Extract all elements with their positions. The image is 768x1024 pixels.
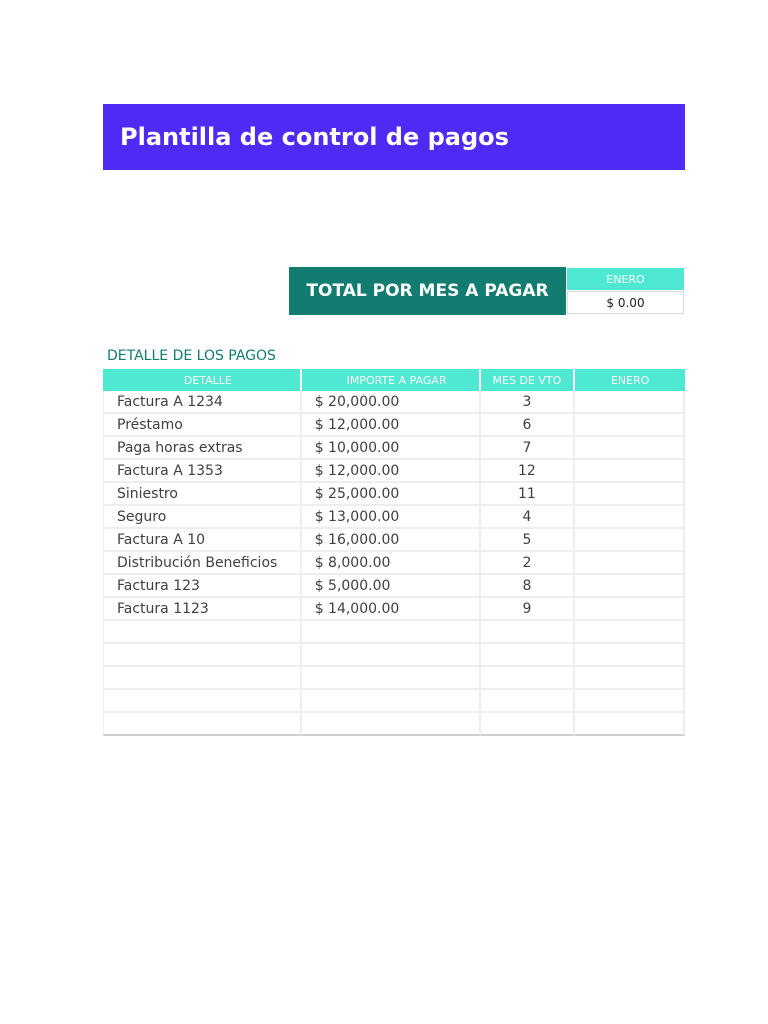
- cell-enero[interactable]: [575, 391, 685, 414]
- cell-enero[interactable]: [575, 690, 685, 713]
- cell-detalle[interactable]: [103, 713, 302, 736]
- payments-table: [103, 369, 685, 736]
- cell-enero[interactable]: [575, 621, 685, 644]
- cell-mes[interactable]: 4: [481, 506, 576, 529]
- cell-enero[interactable]: [575, 483, 685, 506]
- cell-detalle[interactable]: [103, 667, 302, 690]
- cell-importe[interactable]: $ 5,000.00: [302, 575, 481, 598]
- cell-mes[interactable]: [481, 667, 576, 690]
- total-label: TOTAL POR MES A PAGAR: [289, 267, 566, 315]
- cell-detalle[interactable]: [103, 690, 302, 713]
- cell-mes[interactable]: 12: [481, 460, 576, 483]
- table-row: [103, 414, 685, 437]
- cell-enero[interactable]: [575, 552, 685, 575]
- cell-mes[interactable]: 11: [481, 483, 576, 506]
- table-row: [103, 598, 685, 621]
- cell-importe[interactable]: [302, 644, 481, 667]
- total-month-header: ENERO: [567, 268, 684, 290]
- table-row: [103, 460, 685, 483]
- cell-enero[interactable]: [575, 598, 685, 621]
- cell-detalle[interactable]: Préstamo: [103, 414, 302, 437]
- cell-enero[interactable]: [575, 506, 685, 529]
- cell-enero[interactable]: [575, 575, 685, 598]
- cell-mes[interactable]: 5: [481, 529, 576, 552]
- cell-mes[interactable]: [481, 644, 576, 667]
- cell-detalle[interactable]: Distribución Beneficios: [103, 552, 302, 575]
- header-detalle: DETALLE: [103, 369, 302, 391]
- cell-mes[interactable]: 8: [481, 575, 576, 598]
- table-row: [103, 506, 685, 529]
- cell-detalle[interactable]: Factura A 1234: [103, 391, 302, 414]
- cell-detalle[interactable]: Seguro: [103, 506, 302, 529]
- cell-importe[interactable]: [302, 621, 481, 644]
- table-row: [103, 690, 685, 713]
- cell-enero[interactable]: [575, 460, 685, 483]
- cell-mes[interactable]: [481, 713, 576, 736]
- cell-mes[interactable]: 3: [481, 391, 576, 414]
- cell-detalle[interactable]: Siniestro: [103, 483, 302, 506]
- cell-importe[interactable]: [302, 713, 481, 736]
- cell-mes[interactable]: 2: [481, 552, 576, 575]
- total-month-value[interactable]: $ 0.00: [567, 291, 684, 314]
- table-row: [103, 667, 685, 690]
- cell-importe[interactable]: [302, 690, 481, 713]
- cell-detalle[interactable]: Factura 1123: [103, 598, 302, 621]
- table-row: [103, 552, 685, 575]
- header-enero: ENERO: [575, 369, 685, 391]
- cell-importe[interactable]: $ 12,000.00: [302, 414, 481, 437]
- cell-importe[interactable]: $ 14,000.00: [302, 598, 481, 621]
- cell-detalle[interactable]: Factura 123: [103, 575, 302, 598]
- cell-enero[interactable]: [575, 414, 685, 437]
- cell-mes[interactable]: [481, 621, 576, 644]
- cell-importe[interactable]: $ 25,000.00: [302, 483, 481, 506]
- page-title: Plantilla de control de pagos: [103, 104, 685, 170]
- header-importe: IMPORTE A PAGAR: [302, 369, 481, 391]
- cell-mes[interactable]: 9: [481, 598, 576, 621]
- cell-mes[interactable]: 7: [481, 437, 576, 460]
- table-row: [103, 483, 685, 506]
- cell-importe[interactable]: $ 20,000.00: [302, 391, 481, 414]
- cell-detalle[interactable]: Factura A 10: [103, 529, 302, 552]
- table-row: [103, 644, 685, 667]
- table-row: [103, 437, 685, 460]
- cell-importe[interactable]: [302, 667, 481, 690]
- table-header-row: [103, 369, 685, 391]
- cell-importe[interactable]: $ 8,000.00: [302, 552, 481, 575]
- table-row: [103, 575, 685, 598]
- cell-enero[interactable]: [575, 644, 685, 667]
- table-row: [103, 621, 685, 644]
- cell-detalle[interactable]: Paga horas extras: [103, 437, 302, 460]
- cell-enero[interactable]: [575, 529, 685, 552]
- cell-importe[interactable]: $ 13,000.00: [302, 506, 481, 529]
- cell-importe[interactable]: $ 12,000.00: [302, 460, 481, 483]
- cell-detalle[interactable]: Factura A 1353: [103, 460, 302, 483]
- cell-importe[interactable]: $ 10,000.00: [302, 437, 481, 460]
- cell-enero[interactable]: [575, 667, 685, 690]
- header-mes: MES DE VTO: [481, 369, 576, 391]
- cell-enero[interactable]: [575, 713, 685, 736]
- table-row: [103, 391, 685, 414]
- section-title: DETALLE DE LOS PAGOS: [107, 348, 276, 364]
- table-row: [103, 529, 685, 552]
- cell-importe[interactable]: $ 16,000.00: [302, 529, 481, 552]
- cell-detalle[interactable]: [103, 621, 302, 644]
- cell-mes[interactable]: 6: [481, 414, 576, 437]
- cell-detalle[interactable]: [103, 644, 302, 667]
- table-row: [103, 713, 685, 736]
- cell-mes[interactable]: [481, 690, 576, 713]
- cell-enero[interactable]: [575, 437, 685, 460]
